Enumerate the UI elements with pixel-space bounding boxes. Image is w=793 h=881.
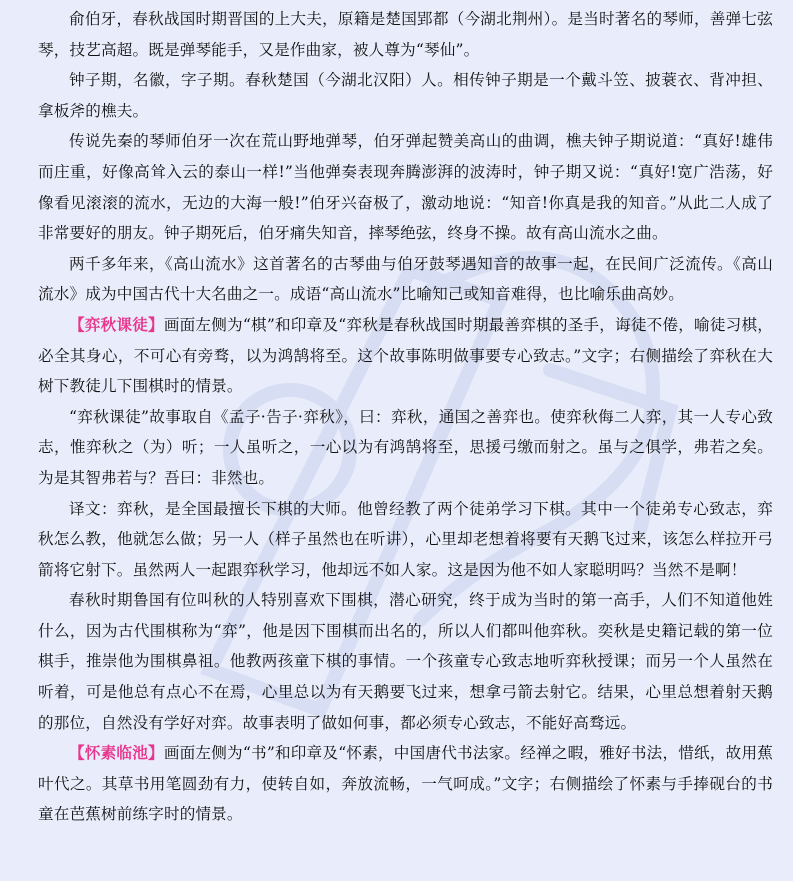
- paragraph-text: 两千多年来，《高山流水》这首著名的古琴曲与伯牙鼓琴遇知音的故事一起，在民间广泛流传。《高山流水》成为中国古代十大名曲之一。成语“高山流水”比喻知己或知音难得，也比喻乐曲高妙。: [38, 254, 773, 304]
- paragraph-legend-boya: [38, 126, 773, 248]
- paragraph-text: 春秋时期鲁国有位叫秋的人特别喜欢下围棋，潜心研究，终于成为当时的第一高手，人们不知道他姓什么，因为古代围棋称为“弈”，他是因下围棋而出名的，所以人们都叫他弈秋。奕秋是史籍记载的第一位棋手，推崇他为围棋鼻祖。他教两孩童下棋的事情。一个孩童专心致志地听弈秋授课；而另一个人虽然在听着，可是他总有点心不在焉，心里总以为有天鹅要飞过来，想拿弓箭去射它。结果，心里总想着射天鹅的那位，自然没有学好对弈。故事表明了做如何事，都必须专心致志，不能好高骛远。: [38, 591, 773, 732]
- paragraph-text: 画面左侧为“棋”和印章及“弈秋是春秋战国时期最善弈棋的圣手，诲徒不倦，喻徒习棋，必全其身心，不可心有旁骛，以为鸿鹄将至。这个故事陈明做事要专心致志。”文字；右侧描绘了弈秋在大树下教徒儿下围棋时的情景。: [38, 315, 774, 396]
- paragraph-translation: [38, 494, 773, 586]
- paragraph-text: 传说先秦的琴师伯牙一次在荒山野地弹琴，伯牙弹起赞美高山的曲调，樵夫钟子期说道：“真好!雄伟而庄重，好像高耸入云的泰山一样!”当他弹奏表现奔腾澎湃的波涛时，钟子期又说：“真好!宽广浩荡，好像看见滚滚的流水，无边的大海一般!”伯牙兴奋极了，激动地说：“知音!你真是我的知音。”从此二人成了非常要好的朋友。钟子期死后，伯牙痛失知音，摔琴绝弦，终身不操。故有高山流水之曲。: [38, 132, 773, 243]
- paragraph-yiqiu-ketu: [38, 310, 773, 402]
- paragraph-text: 俞伯牙，春秋战国时期晋国的上大夫，原籍是楚国郢都（今湖北荆州）。是当时著名的琴师，善弹七弦琴，技艺高超。既是弹琴能手，又是作曲家，被人尊为“琴仙”。: [38, 10, 773, 59]
- paragraph-yu-boya: [38, 4, 773, 65]
- paragraph-text: “弈秋课徒”故事取自《孟子·告子·弈秋》，曰：弈秋，通国之善弈也。使弈秋侮二人弈，其一人专心致志，惟弈秋之（为）听；一人虽听之，一心以为有鸿鹄将至，思援弓缴而射之。虽与之俱学，弗若之矣。为是其智弗若与？吾曰：非然也。: [38, 407, 773, 487]
- paragraph-zhong-ziqi: [38, 65, 773, 126]
- paragraph-gaoshan-liushui: [38, 249, 773, 310]
- section-tag: 【怀素临池】: [69, 743, 164, 763]
- section-tag: 【弈秋课徒】: [69, 314, 164, 334]
- paragraph-mencius-source: [38, 402, 773, 494]
- paragraph-yiqiu-story: [38, 585, 773, 738]
- paragraph-huaisu-linchi: [38, 738, 773, 830]
- paragraph-text: 画面左侧为“书”和印章及“怀素，中国唐代书法家。经禅之暇，雅好书法，惜纸，故用蕉叶代之。其草书用笔圆劲有力，使转自如，奔放流畅，一气呵成。”文字；右侧描绘了怀素与手捧砚台的书童在芭蕉树前练字时的情景。: [38, 744, 774, 824]
- paragraph-text: 译文：弈秋，是全国最擅长下棋的大师。他曾经教了两个徒弟学习下棋。其中一个徒弟专心致志，弈秋怎么教，他就怎么做；另一人（样子虽然也在听讲），心里却老想着将要有天鹅飞过来，该怎么样拉开弓箭将它射下。虽然两人一起跟弈秋学习，他却远不如人家。这是因为他不如人家聪明吗？当然不是啊！: [38, 499, 773, 579]
- paragraph-text: 钟子期，名徽，字子期。春秋楚国（今湖北汉阳）人。相传钟子期是一个戴斗笠、披蓑衣、背冲担、拿板斧的樵夫。: [38, 71, 773, 120]
- document-body: [0, 4, 793, 830]
